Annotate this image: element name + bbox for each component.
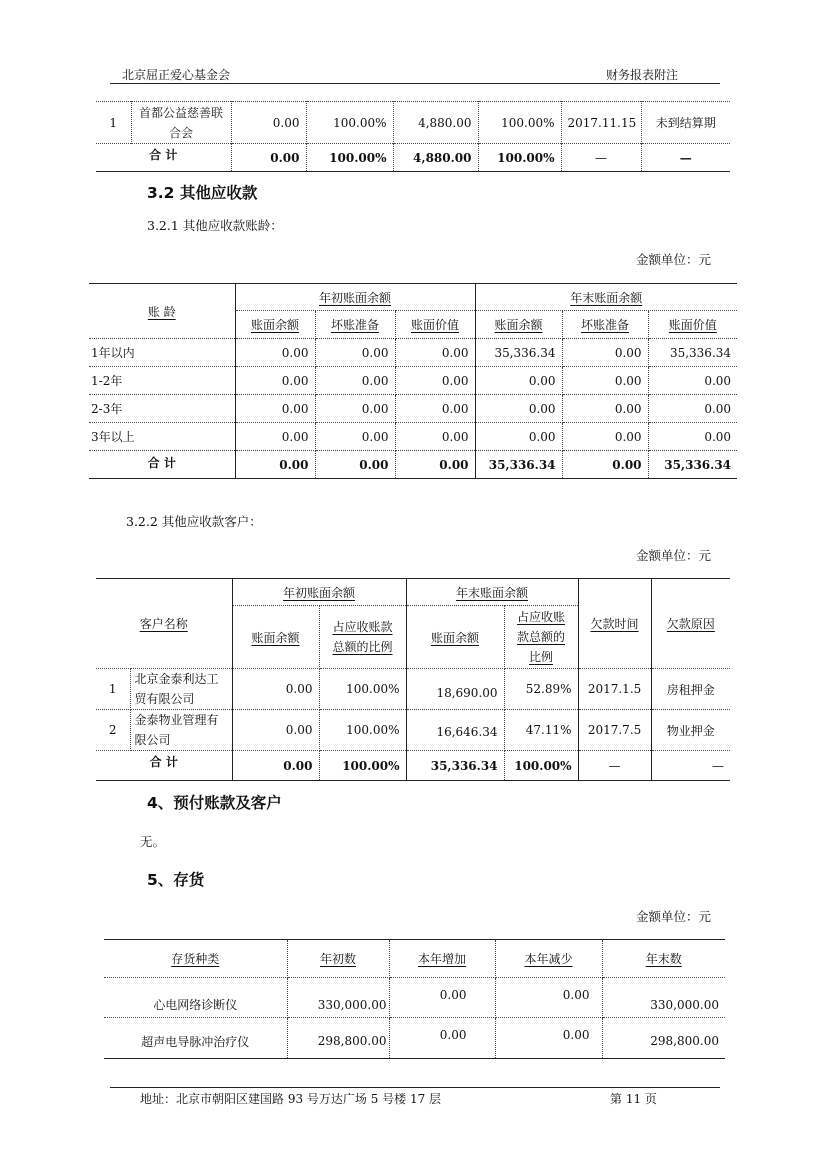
footer-address: 地址：北京市朝阳区建国路 93 号万达广场 5 号楼 17 层 xyxy=(140,1092,442,1106)
table-row xyxy=(89,423,737,451)
subheader: 坏账准备 xyxy=(562,311,648,339)
cell: 房租押金 xyxy=(651,669,730,710)
table-row xyxy=(96,102,730,144)
cell: 100.00% xyxy=(306,144,393,172)
cell: 0.00 xyxy=(562,339,648,367)
header-end: 年末账面余额 xyxy=(475,284,737,311)
receivable-continuation-table xyxy=(96,101,730,172)
inventory-table xyxy=(104,939,725,1059)
cell: 0.00 xyxy=(395,451,475,479)
cell: — xyxy=(712,758,725,773)
cell: 0.00 xyxy=(562,367,648,395)
aging-table xyxy=(89,283,737,479)
header-type: 存货种类 xyxy=(104,940,287,978)
cell: 0.00 xyxy=(315,423,395,451)
subheader: 占应收账款总额的比例 xyxy=(504,606,578,669)
row-name: 首都公益慈善联合会 xyxy=(131,102,231,144)
cell: 35,336.34 xyxy=(664,457,732,472)
customer-table xyxy=(96,578,730,781)
cell: 金泰物业管理有限公司 xyxy=(130,710,232,751)
unit-label: 金额单位：元 xyxy=(636,909,712,924)
cell: — xyxy=(578,751,651,781)
cell: 0.00 xyxy=(475,395,562,423)
section-3-2-1-title: 3.2.1 其他应收款账龄： xyxy=(147,218,283,233)
cell: 298,800.00 xyxy=(650,1034,719,1048)
cell: 0.00 xyxy=(235,339,315,367)
header-customer: 客户名称 xyxy=(96,579,232,669)
header-begin: 年初账面余额 xyxy=(235,284,475,311)
cell: 100.00% xyxy=(319,669,406,710)
header-decrease: 本年减少 xyxy=(495,940,602,978)
total-row xyxy=(96,144,730,172)
cell: 1-2年 xyxy=(89,367,235,395)
cell: — xyxy=(679,150,692,165)
cell: 北京金泰利达工贸有限公司 xyxy=(130,669,232,710)
cell: 0.00 xyxy=(395,395,475,423)
header-age: 账 龄 xyxy=(89,284,235,339)
cell: 0.00 xyxy=(648,367,737,395)
cell: 100.00% xyxy=(478,102,561,144)
cell: 0.00 xyxy=(315,395,395,423)
cell: 0.00 xyxy=(562,395,648,423)
cell: 4,880.00 xyxy=(393,102,478,144)
table-row xyxy=(96,669,730,710)
cell: 3年以上 xyxy=(89,423,235,451)
cell: 0.00 xyxy=(315,367,395,395)
cell: 超声电导脉冲治疗仪 xyxy=(104,1018,287,1059)
subheader: 坏账准备 xyxy=(315,311,395,339)
total-row xyxy=(89,451,737,479)
cell: 2017.1.5 xyxy=(578,669,651,710)
subheader: 账面价值 xyxy=(395,311,475,339)
subheader: 账面价值 xyxy=(648,311,737,339)
cell: 0.00 xyxy=(315,451,395,479)
header-reason: 欠款原因 xyxy=(651,579,730,669)
cell: 物业押金 xyxy=(651,710,730,751)
cell: 4,880.00 xyxy=(393,144,478,172)
header-end: 年末账面余额 xyxy=(406,579,578,606)
section-5-title: 5、存货 xyxy=(147,871,205,889)
cell: 330,000.00 xyxy=(602,978,725,1018)
subheader: 占应收账款总额的比例 xyxy=(319,606,406,669)
cell: 0.00 xyxy=(648,423,737,451)
cell: 35,336.34 xyxy=(406,751,504,781)
cell: 0.00 xyxy=(235,451,315,479)
cell: 47.11% xyxy=(504,710,578,751)
cell: 2017.11.15 xyxy=(561,102,641,144)
cell: 100.00% xyxy=(319,710,406,751)
cell: 0.00 xyxy=(232,751,319,781)
cell: 35,336.34 xyxy=(648,339,737,367)
section-3-2-2-title: 3.2.2 其他应收款客户： xyxy=(126,514,262,529)
cell: — xyxy=(561,144,641,172)
cell: 0.00 xyxy=(562,451,648,479)
cell: 52.89% xyxy=(504,669,578,710)
table-row xyxy=(104,1018,725,1059)
cell: 0.00 xyxy=(389,978,495,1018)
cell: 100.00% xyxy=(306,102,393,144)
header-begin: 年初数 xyxy=(287,940,389,978)
unit-label: 金额单位：元 xyxy=(636,548,712,563)
cell: 2 xyxy=(96,710,130,751)
subheader: 账面余额 xyxy=(232,606,319,669)
cell: 1年以内 xyxy=(89,339,235,367)
table-row xyxy=(104,978,725,1018)
cell: 0.00 xyxy=(475,423,562,451)
cell: 0.00 xyxy=(232,669,319,710)
total-label: 合 计 xyxy=(96,144,231,172)
cell: 18,690.00 xyxy=(406,669,504,710)
cell: 16,646.34 xyxy=(406,710,504,751)
header-rule xyxy=(110,83,720,84)
table-row xyxy=(89,395,737,423)
total-label: 合 计 xyxy=(96,751,232,781)
cell: 298,800.00 xyxy=(287,1018,389,1059)
footer-page: 第 11 页 xyxy=(610,1092,657,1106)
cell: 未到结算期 xyxy=(655,116,716,130)
header-end: 年末数 xyxy=(602,940,725,978)
table-row xyxy=(89,367,737,395)
cell: 0.00 xyxy=(231,102,306,144)
cell: 100.00% xyxy=(478,144,561,172)
header-increase: 本年增加 xyxy=(389,940,495,978)
cell: 100.00% xyxy=(504,751,578,781)
cell: 35,336.34 xyxy=(475,339,562,367)
cell: 2017.7.5 xyxy=(578,710,651,751)
cell: 0.00 xyxy=(475,367,562,395)
subheader: 账面余额 xyxy=(406,606,504,669)
table-row xyxy=(96,710,730,751)
subheader: 账面余额 xyxy=(475,311,562,339)
cell: 0.00 xyxy=(235,423,315,451)
cell: 0.00 xyxy=(395,339,475,367)
table-row xyxy=(89,339,737,367)
header-doc: 财务报表附注 xyxy=(606,68,679,82)
cell: 0.00 xyxy=(395,367,475,395)
total-label: 合 计 xyxy=(89,451,235,479)
cell: 心电网络诊断仪 xyxy=(104,978,287,1018)
cell: 0.00 xyxy=(389,1018,495,1059)
cell: 0.00 xyxy=(232,710,319,751)
cell: 0.00 xyxy=(495,978,602,1018)
subheader: 账面余额 xyxy=(235,311,315,339)
cell: 0.00 xyxy=(495,1018,602,1059)
header-time: 欠款时间 xyxy=(578,579,651,669)
section-4-text: 无。 xyxy=(140,834,166,849)
cell: 0.00 xyxy=(315,339,395,367)
row-no: 1 xyxy=(96,102,131,144)
cell: 0.00 xyxy=(395,423,475,451)
cell: 0.00 xyxy=(235,395,315,423)
section-3-2-title: 3.2 其他应收款 xyxy=(147,184,258,202)
section-4-title: 4、预付账款及客户 xyxy=(147,794,282,812)
header-org: 北京屈正爱心基金会 xyxy=(122,68,231,82)
cell: 330,000.00 xyxy=(287,978,389,1018)
cell: 100.00% xyxy=(319,751,406,781)
cell: 0.00 xyxy=(235,367,315,395)
unit-label: 金额单位：元 xyxy=(636,252,712,267)
cell: 1 xyxy=(96,669,130,710)
cell: 0.00 xyxy=(648,395,737,423)
total-row xyxy=(96,751,730,781)
footer-rule xyxy=(110,1087,720,1088)
cell: 2-3年 xyxy=(89,395,235,423)
cell: 0.00 xyxy=(231,144,306,172)
cell: 35,336.34 xyxy=(475,451,562,479)
header-begin: 年初账面余额 xyxy=(232,579,406,606)
cell: 0.00 xyxy=(562,423,648,451)
